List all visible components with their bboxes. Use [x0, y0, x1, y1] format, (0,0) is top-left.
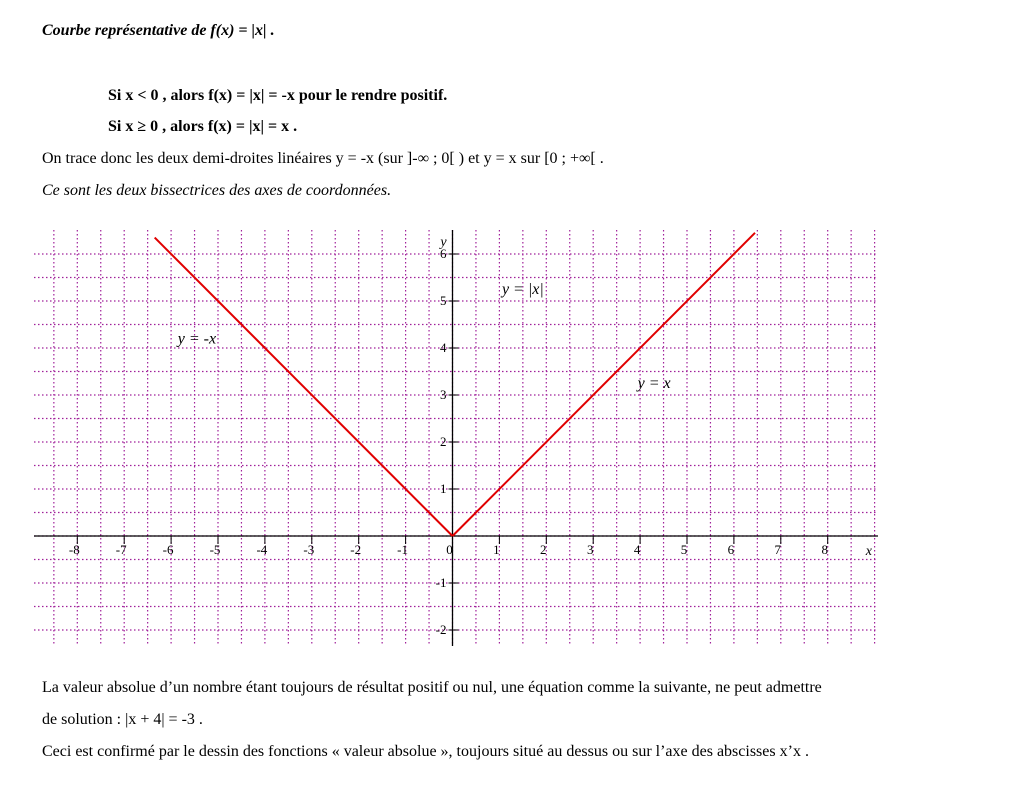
y-tick-label: -1	[435, 575, 447, 590]
x-tick-label: -3	[303, 542, 315, 557]
x-tick-label: -6	[162, 542, 174, 557]
x-tick-label: 0	[446, 542, 453, 557]
case-negative: Si x < 0 , alors f(x) = |x| = -x pour le rendre positif.	[108, 87, 448, 104]
annotation-label-0: y = |x|	[501, 280, 544, 298]
y-tick-label: 3	[440, 387, 447, 402]
x-axis-label: x	[865, 544, 872, 559]
heading-formula: f(x) = |x| .	[210, 22, 275, 39]
x-tick-label: -7	[115, 542, 127, 557]
x-tick-label: 7	[774, 542, 782, 557]
annotation-label-2: y = x	[637, 374, 671, 392]
absolute-value-graph	[34, 230, 878, 646]
y-tick-label: 2	[440, 434, 447, 449]
y-axis-label: y	[440, 235, 447, 250]
x-tick-label: -1	[397, 542, 409, 557]
heading	[42, 21, 275, 41]
x-tick-label: -4	[256, 542, 268, 557]
conclusion-line-3: Ceci est confirmé par le dessin des fonctions « valeur absolue », toujours situé au dessus ou sur l’axe des abscisses x’x .	[42, 743, 809, 760]
y-tick-label: 6	[440, 246, 447, 261]
x-tick-label: 6	[727, 542, 735, 557]
x-tick-label: 8	[821, 542, 828, 557]
case-positive: Si x ≥ 0 , alors f(x) = |x| = x .	[108, 118, 298, 135]
y-tick-label: 1	[440, 481, 447, 496]
x-tick-label: 5	[680, 542, 688, 557]
conclusion-line-1: La valeur absolue d’un nombre étant toujours de résultat positif ou nul, une équation comme la suivante, ne peut admettre	[42, 679, 822, 696]
x-tick-label: 3	[586, 542, 594, 557]
y-tick-label: 4	[440, 340, 447, 355]
x-tick-label: -5	[209, 542, 221, 557]
trace-sentence: On trace donc les deux demi-droites linéaires y = -x (sur ]-∞ ; 0[ ) et y = x sur [0 ; +∞[ .	[42, 150, 604, 167]
annotation-label-1: y = -x	[177, 330, 217, 348]
conclusion-line-2: de solution : |x + 4| = -3 .	[42, 711, 203, 728]
x-tick-label: -2	[350, 542, 362, 557]
y-tick-label: -2	[435, 622, 447, 637]
x-tick-label: 4	[633, 542, 641, 557]
x-tick-label: 2	[540, 542, 547, 557]
x-tick-label: 1	[493, 542, 500, 557]
bissectrices-note: Ce sont les deux bissectrices des axes de coordonnées.	[42, 182, 392, 199]
y-tick-label: 5	[440, 293, 447, 308]
x-tick-label: -8	[68, 542, 80, 557]
heading-prefix: Courbe représentative de	[42, 22, 211, 39]
